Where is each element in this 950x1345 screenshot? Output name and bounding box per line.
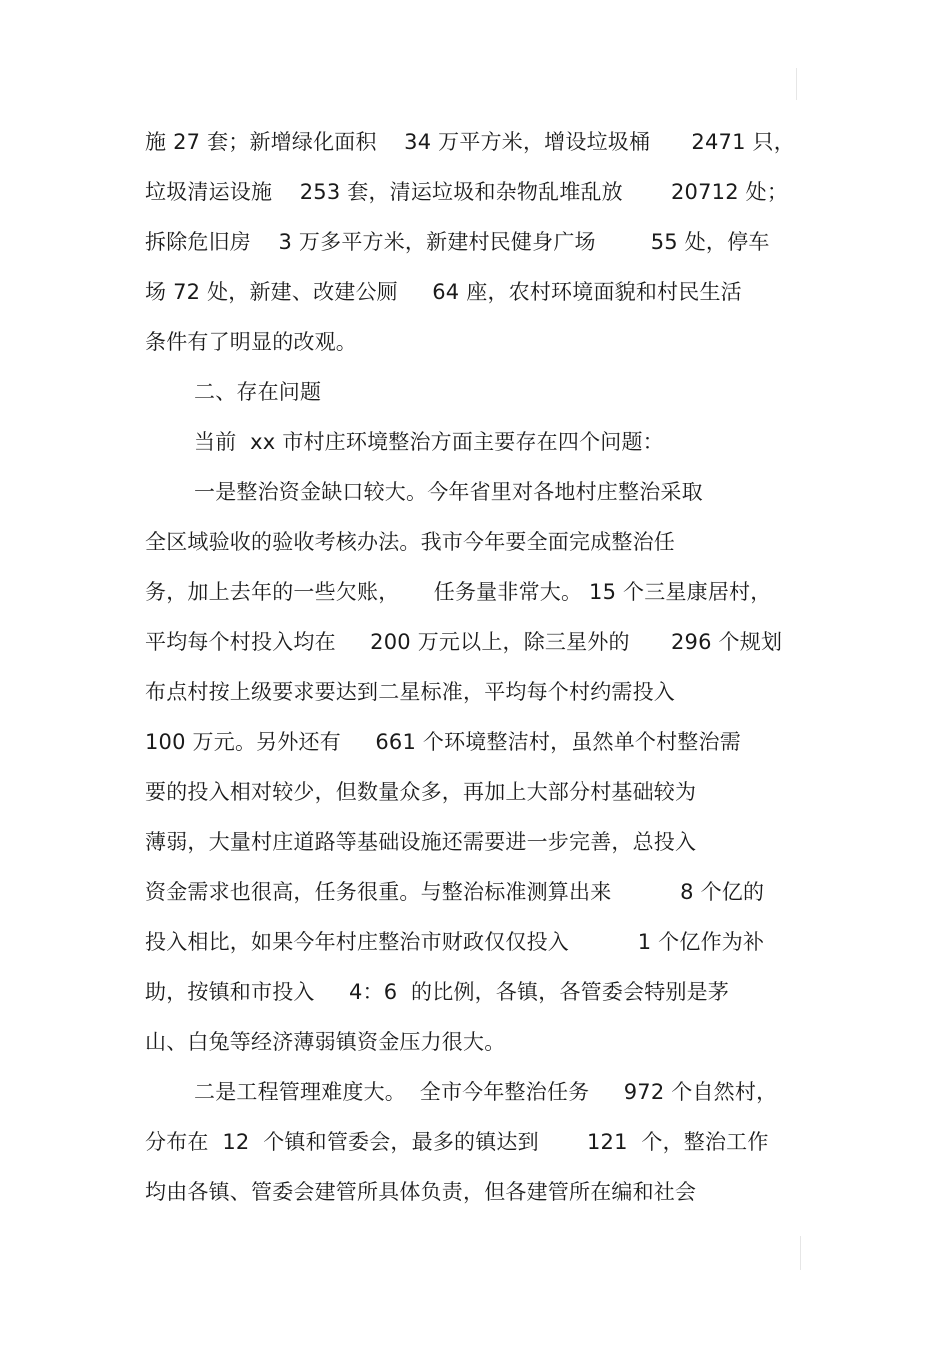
document-body: [145, 118, 815, 1218]
text-line: 施 27 套；新增绿化面积 34 万平方米，增设垃圾桶 2471 只，: [145, 130, 795, 154]
text-line: 当前 xx 市村庄环境整治方面主要存在四个问题：: [194, 430, 664, 454]
text-line: 拆除危旧房 3 万多平方米，新建村民健身广场 55 处，停车: [145, 230, 770, 254]
text-line: 分布在 12 个镇和管委会，最多的镇达到 121 个，整治工作: [145, 1130, 769, 1154]
text-line: 二是工程管理难度大。 全市今年整治任务 972 个自然村，: [194, 1080, 778, 1104]
text-line: 100 万元。另外还有 661 个环境整洁村，虽然单个村整治需: [145, 730, 741, 754]
text-line: 布点村按上级要求要达到二星标准，平均每个村约需投入: [145, 680, 675, 704]
text-line: 全区域验收的验收考核办法。我市今年要全面完成整治任: [145, 530, 675, 554]
text-line: 均由各镇、管委会建管所具体负责，但各建管所在编和社会: [145, 1180, 697, 1204]
text-line: 薄弱，大量村庄道路等基础设施还需要进一步完善，总投入: [145, 830, 697, 854]
text-line: 平均每个村投入均在 200 万元以上，除三星外的 296 个规划: [145, 630, 783, 654]
text-line: 投入相比，如果今年村庄整治市财政仅仅投入 1 个亿作为补: [145, 930, 765, 954]
section-heading: 二、存在问题: [194, 380, 322, 404]
text-line: 条件有了明显的改观。: [145, 330, 357, 354]
text-line: 山、白兔等经济薄弱镇资金压力很大。: [145, 1030, 506, 1054]
text-line: 资金需求也很高，任务很重。与整治标准测算出来 8 个亿的: [145, 880, 765, 904]
text-line: 一是整治资金缺口较大。今年省里对各地村庄整治采取: [194, 480, 703, 504]
text-line: 场 72 处，新建、改建公厕 64 座，农村环境面貌和村民生活: [145, 280, 742, 304]
text-line: 助，按镇和市投入 4：6 的比例，各镇，各管委会特别是茅: [145, 980, 730, 1004]
page-edge-mark-bottom: [800, 1236, 801, 1270]
text-line: 要的投入相对较少，但数量众多，再加上大部分村基础较为: [145, 780, 697, 804]
page-edge-mark-top: [796, 68, 797, 100]
text-line: 务，加上去年的一些欠账， 任务量非常大。 15 个三星康居村，: [145, 580, 772, 604]
text-line: 垃圾清运设施 253 套，清运垃圾和杂物乱堆乱放 20712 处；: [145, 180, 789, 204]
